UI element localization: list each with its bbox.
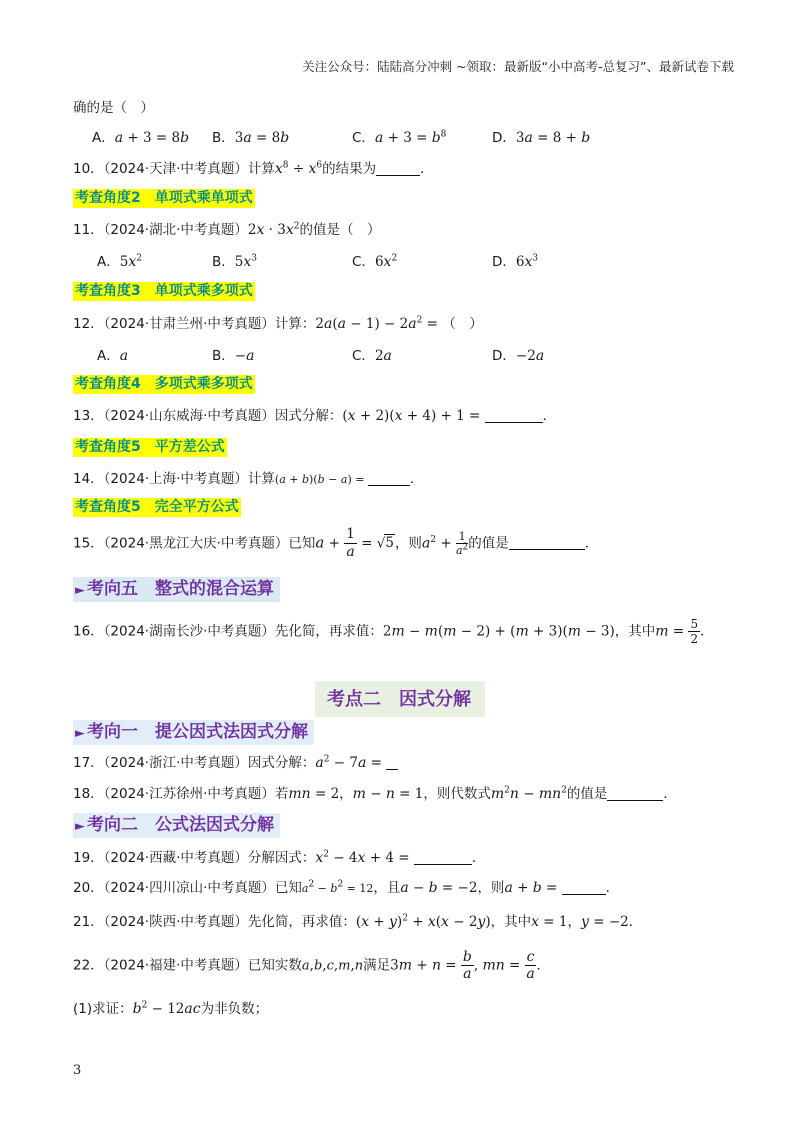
question-17: 17．（2024·浙江·中考真题）因式分解：$a^2 - 7a$ = <box>73 751 398 771</box>
angle-heading-3: 考查角度3 单项式乘多项式 <box>75 283 253 299</box>
question-22: 22．（2024·福建·中考真题）已知实数a,b,c,m,n满足3m + n = $\frac{b}{a}$ , mn = $\frac{c}{a}$ ． <box>73 949 550 982</box>
q11-option-a[interactable]: A．$5x^2$ <box>97 253 142 270</box>
point-title-2: 考点二 因式分解 <box>315 681 485 717</box>
answer-blank[interactable] <box>607 786 663 801</box>
question-11: 11．（2024·湖北·中考真题）$2x \cdot 3x^2$的值是（ ） <box>73 221 381 238</box>
q12-option-d[interactable]: D．−2a <box>492 348 545 364</box>
page-header: 关注公众号：陆陆高分冲刺 ~领取：最新版“小中高考-总复习”、最新试卷下载 <box>302 59 734 74</box>
question-12: 12．（2024·甘肃兰州·中考真题）计算：$2a(a - 1) - 2a^2$ = （ ） <box>73 315 483 332</box>
angle-heading-5-perfect-square: 考查角度5 完全平方公式 <box>75 499 239 515</box>
section-heading-1: ► 考向一 提公因式法因式分解 <box>73 717 314 742</box>
q11-option-d[interactable]: D．$6x^3$ <box>492 253 539 270</box>
answer-blank[interactable] <box>485 408 543 423</box>
answer-blank[interactable] <box>376 161 420 176</box>
question-18: 18．（2024·江苏徐州·中考真题）若mn = 2，m − n = 1，则代数式$m^2n - mn^2$的值是 ． <box>73 785 677 802</box>
q9-tail-text: 确的是（ ） <box>73 100 154 116</box>
question-20: 20．（2024·四川凉山·中考真题）已知$a^2 - b^2 = 12$，且a − b = −2，则a + b = ． <box>73 879 620 896</box>
question-15: 15．（2024·黑龙江大庆·中考真题）已知a + $\frac{1}{a}$ = √5，则$a^2$ + $\frac{1}{a^2}$ 的值是 ． <box>73 526 599 560</box>
question-10: 10．（2024·天津·中考真题）计算$x^8 \div x^6$的结果为 ． <box>73 160 434 177</box>
answer-blank[interactable] <box>368 471 410 486</box>
q12-option-a[interactable]: A．a <box>97 348 129 364</box>
page-number: 3 <box>73 1063 82 1078</box>
question-22-part-1: (1)求证：$b^2 - 12ac$为非负数； <box>73 1000 269 1017</box>
q9-option-c[interactable]: C．$a + 3 = b^8$ <box>352 129 447 146</box>
question-13: 13．（2024·山东威海·中考真题）因式分解：(x + 2)(x + 4) + 1 = ． <box>73 408 557 424</box>
question-21: 21．（2024·陕西·中考真题）先化简，再求值：$(x + y)^2 + x(x - 2y)$，其中x = 1，y = −2． <box>73 913 643 930</box>
q11-option-b[interactable]: B．$5x^3$ <box>212 253 257 270</box>
answer-blank[interactable] <box>509 535 585 550</box>
angle-heading-2: 考查角度2 单项式乘单项式 <box>75 190 253 206</box>
answer-blank[interactable] <box>386 755 398 770</box>
q9-option-d[interactable]: D．3a = 8 + b <box>492 130 591 146</box>
answer-blank[interactable] <box>562 880 606 895</box>
angle-heading-4: 考查角度4 多项式乘多项式 <box>75 376 253 392</box>
q9-option-b[interactable]: B．3a = 8b <box>212 130 290 146</box>
question-14: 14．（2024·上海·中考真题）计算(a + b)(b − a) = ． <box>73 471 424 487</box>
section-heading-5: ► 考向五 整式的混合运算 <box>73 574 280 599</box>
angle-heading-5-difference-of-squares: 考查角度5 平方差公式 <box>75 439 225 455</box>
section-heading-2: ► 考向二 公式法因式分解 <box>73 810 280 835</box>
question-19: 19．（2024·西藏·中考真题）分解因式：$x^2 - 4x + 4$ = ． <box>73 849 486 866</box>
q11-option-c[interactable]: C．$6x^2$ <box>352 253 398 270</box>
question-16: 16．（2024·湖南长沙·中考真题）先化简，再求值：2m − m(m − 2) + (m + 3)(m − 3)，其中m = $\frac{5}{2}$ ． <box>73 617 714 646</box>
q12-option-b[interactable]: B．−a <box>212 348 255 364</box>
q12-option-c[interactable]: C．2a <box>352 348 392 364</box>
answer-blank[interactable] <box>414 850 472 865</box>
q9-option-a[interactable]: A．a + 3 = 8b <box>92 130 190 146</box>
